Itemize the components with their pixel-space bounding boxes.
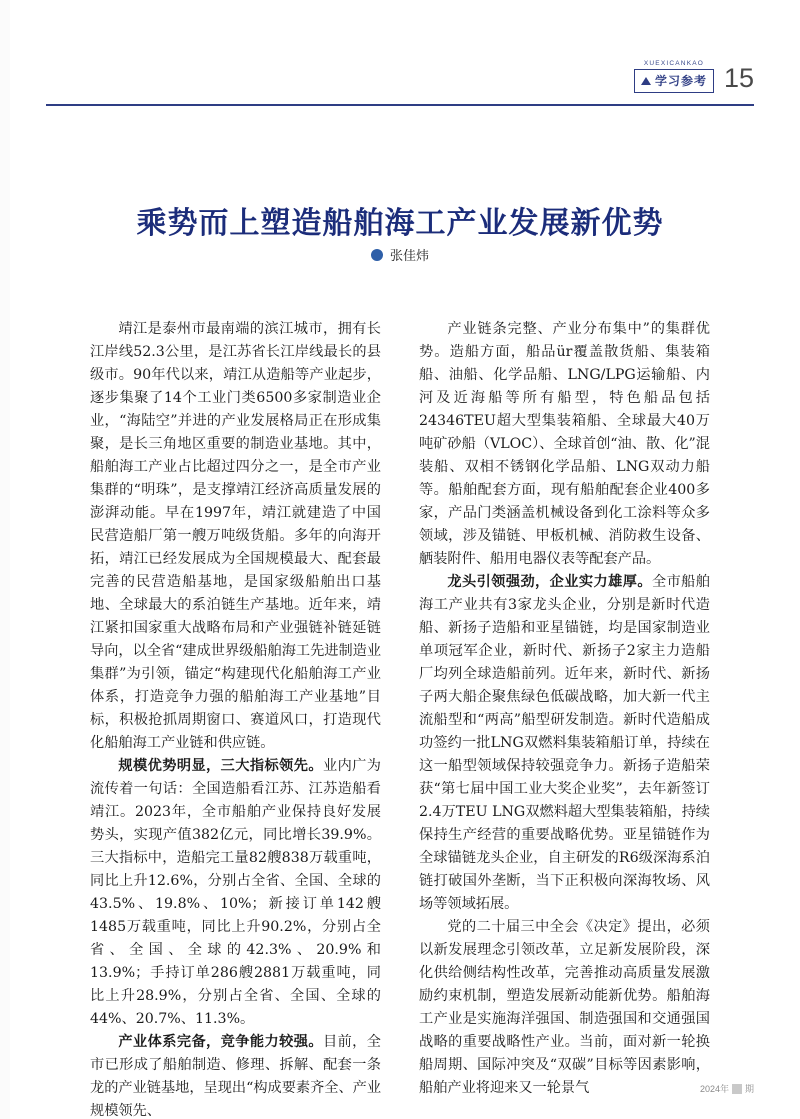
paragraph: 靖江是泰州市最南端的滨江城市，拥有长江岸线52.3公里，是江苏省长江岸线最长的县级市。90年代以来，靖江从造船等产业起步，逐步集聚了14个工业门类6500多家制造业企业，“海陆空”并进的产业发展格局正在形成集聚，是长三角地区重要的制造业基地。其中，船舶海工产业占比超过四分之一，是全市产业集群的“明珠”，是支撑靖江经济高质量发展的澎湃动能。早在1997年，靖江就建造了中国民营造船厂第一艘万吨级货船。多年的向海开拓，靖江已经发展成为全国规模最大、配套最完善的民营造船基地，是国家级船舶出口基地、全球最大的系泊链生产基地。近年来，靖江紧扣国家重大战略布局和产业强链补链延链导向，以全省“建成世界级船舶海工先进制造业集群”为引领，锚定“构建现代化船舶海工产业体系，打造竞争力强的船舶海工产业基地”目标，积极抢抓周期窗口、赛道风口，打造现代化船舶海工产业链和供应链。 <box>90 321 382 751</box>
issue-placeholder-icon <box>732 1084 742 1094</box>
footer-year: 2024年 <box>699 1084 729 1094</box>
column-right <box>419 318 710 1119</box>
byline <box>0 245 800 264</box>
bullet-icon <box>371 249 383 261</box>
page-number: 15 <box>723 63 754 93</box>
paragraph: 规模优势明显，三大指标领先。业内广为流传着一句话：全国造船看江苏、江苏造船看靖江。2023年，全市船舶产业保持良好发展势头，实现产值382亿元，同比增长39.9%。三大指标中，造船完工量82艘838万载重吨，同比上升12.6%，分别占全省、全国、全球的43.5%、19.8%、10%；新接订单142艘1485万载重吨，同比上升90.2%，分别占全省、全国、全球的42.3%、20.9%和13.9%；手持订单286艘2881万载重吨，同比上升28.9%，分别占全省、全国、全球的44%、20.7%、11.3%。 <box>90 758 381 1027</box>
paragraph: 龙头引领强劲，企业实力雄厚。全市船舶海工产业共有3家龙头企业，分别是新时代造船、新扬子造船和亚星锚链，均是国家制造业单项冠军企业，新时代、新扬子2家主力造船厂均列全球造船前列。近年来，新时代、新扬子两大船企聚焦绿色低碳战略，加大新一代主流船型和“两高”船型研发制造。新时代造船成功签约一批LNG双燃料集装箱船订单，持续在这一船型领域保持较强竞争力。新扬子造船荣获“第七届中国工业大奖企业奖”，去年新签订2.4万TEU LNG双燃料超大型集装箱船，持续保持生产经营的重要战略优势。亚星锚链作为全球锚链龙头企业，自主研发的R6级深海系泊链打破国外垄断，当下正积极向深海牧场、风场等领域拓展。 <box>419 574 710 912</box>
author-name: 张佳炜 <box>389 249 429 264</box>
journal-badge <box>634 60 714 93</box>
header-divider <box>46 104 754 106</box>
footer-issue-label: 期 <box>744 1084 754 1094</box>
page-left-edge <box>0 0 10 1119</box>
column-left <box>90 318 381 1119</box>
paragraph: 产业链条完整、产业分布集中”的集群优势。造船方面，船品ür覆盖散货船、集装箱船、油船、化学品船、LNG/LPG运输船、内河及近海船等所有船型，特色船品包括24346TEU超大型集装箱船、全球最大40万吨矿砂船（VLOC）、全球首创“油、散、化”混装船、双相不锈钢化学品船、LNG双动力船等。船舶配套方面，现有船舶配套企业400多家，产品门类涵盖机械设备到化工涂料等众多领域，涉及锚链、甲板机械、消防救生设备、舾装附件、船用电器仪表等配套产品。 <box>419 321 710 567</box>
badge-box <box>634 69 714 93</box>
article-columns <box>90 318 710 1119</box>
paragraph: 党的二十届三中全会《决定》提出，必须以新发展理念引领改革，立足新发展阶段，深化供给侧结构性改革，完善推动高质量发展激励约束机制，塑造发展新动能新优势。船舶海工产业是实施海洋强国、制造强国和交通强国战略的重要战略性产业。当前，面对新一轮换船周期、国际冲突及“双碳”目标等因素影响，船舶产业将迎来又一轮景气 <box>419 919 710 1096</box>
page-title: 乘势而上塑造船舶海工产业发展新优势 <box>136 206 664 242</box>
badge-pinyin-label: XUEXICANKAO <box>643 60 705 67</box>
badge-text-label: 学习参考 <box>654 74 707 88</box>
page-header <box>634 60 754 93</box>
triangle-icon <box>641 77 651 85</box>
paragraph: 产业体系完备，竞争能力较强。目前，全市已形成了船舶制造、修理、拆解、配套一条龙的产业链基地，呈现出“构成要素齐全、产业规模领先、 <box>90 1034 382 1119</box>
page-footer <box>700 1082 754 1095</box>
